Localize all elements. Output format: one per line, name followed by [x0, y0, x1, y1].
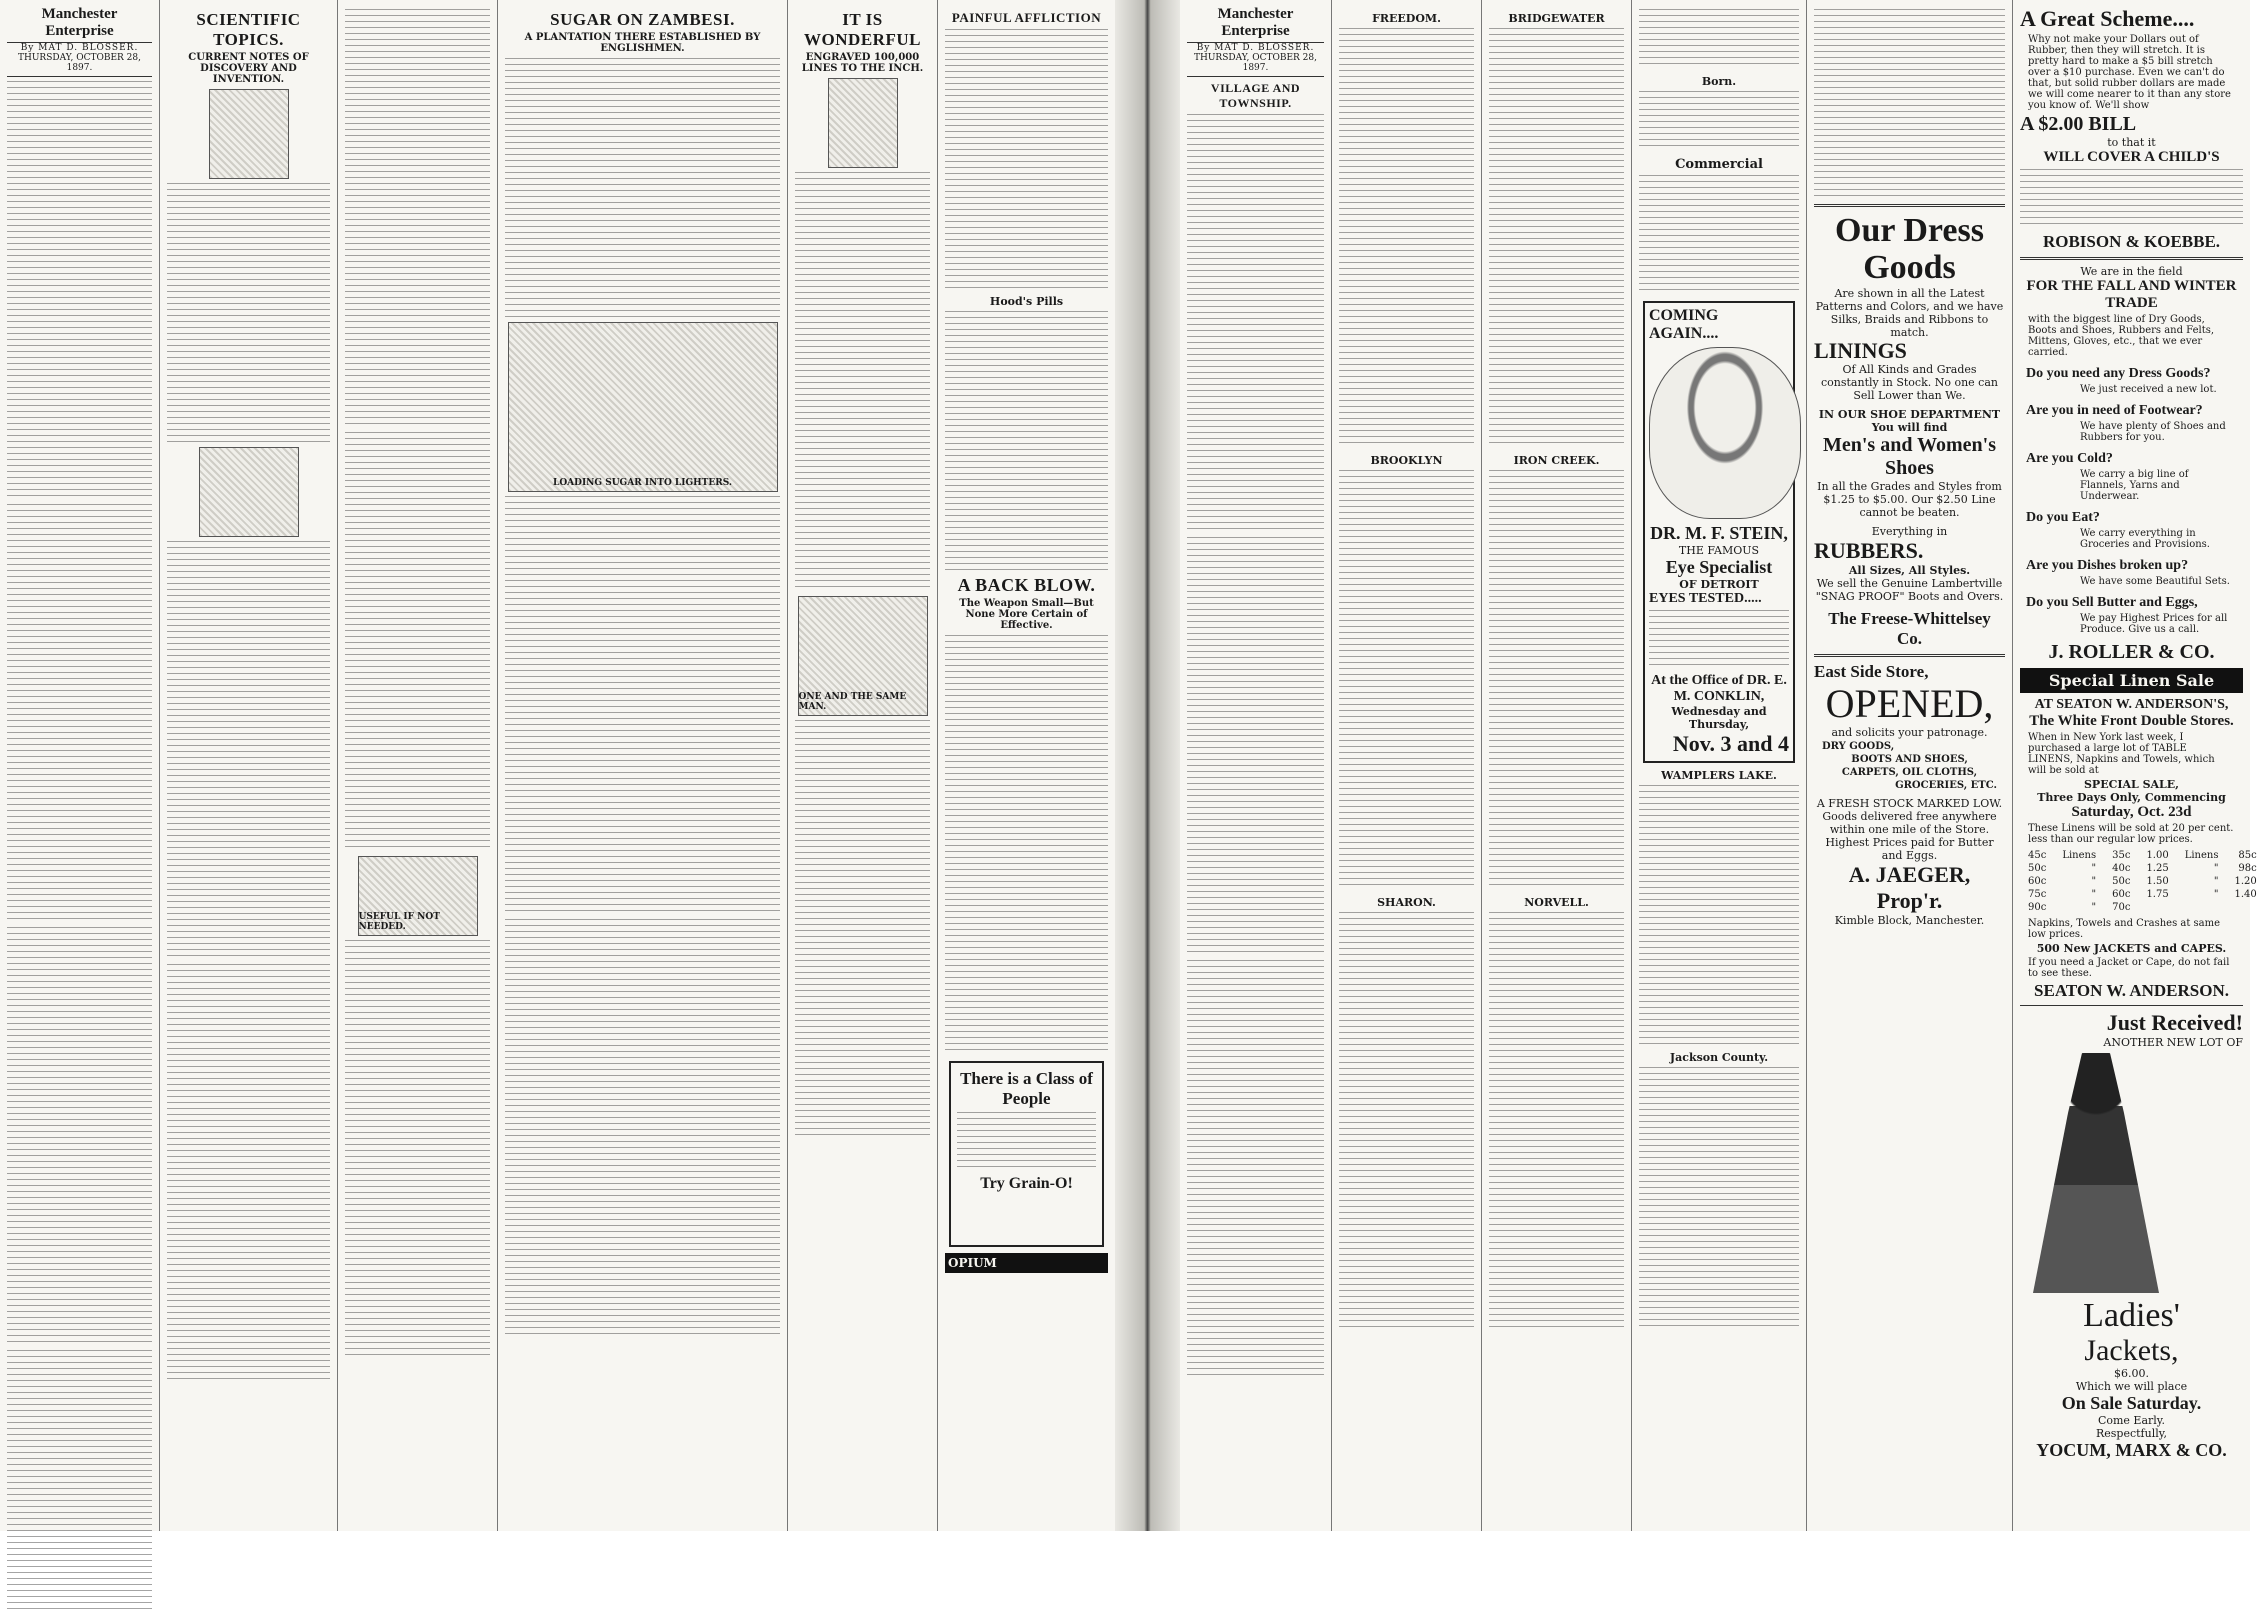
dress-goods-sub: Are shown in all the Latest Patterns and Colors, and we have Silks, Braids and Ribbons to match. [1815, 286, 2004, 339]
price-cell: 85c [2238, 850, 2257, 861]
local-news-text [1489, 470, 1624, 890]
ad-text [1649, 610, 1789, 670]
q-footwear: Are you in need of Footwear? [2026, 403, 2203, 418]
price-cell: 40c [2112, 863, 2131, 874]
snag-proof: We sell the Genuine Lambertville "SNAG PROOF" Boots and Overs. [1815, 576, 2004, 603]
linen-price-table [2020, 849, 2265, 914]
eyes-tested: EYES TESTED..... [1649, 591, 1762, 606]
left-col-4 [498, 0, 788, 1531]
section-bridgewater: BRIDGEWATER [1508, 12, 1605, 25]
local-news-text [1639, 785, 1799, 1045]
another-lot: ANOTHER NEW LOT OF [2103, 1036, 2243, 1049]
price-cell [2138, 901, 2176, 914]
illustration-caption: USEFUL IF NOT NEEDED. [358, 912, 440, 932]
left-col-5 [788, 0, 938, 1531]
doctor-portrait [1649, 347, 1801, 519]
three-days: Three Days Only, Commencing [2037, 791, 2226, 804]
divider [2020, 257, 2243, 260]
price-cell: 50c [2028, 863, 2047, 874]
fall-sub: with the biggest line of Dry Goods, Boots and Shoes, Rubbers and Felts, Mittens, Gloves, etc., that we ever carried. [2028, 314, 2215, 358]
byline: By MAT D. BLOSSER. [1196, 43, 1315, 53]
rubbers-title: RUBBERS. [1814, 537, 1924, 563]
right-col-2 [1332, 0, 1482, 1531]
visit-dates: Nov. 3 and 4 [1672, 731, 1789, 756]
article-text [7, 927, 152, 1347]
fall-winter-trade: FOR THE FALL AND WINTER TRADE [2026, 278, 2237, 311]
on-sale-saturday: On Sale Saturday. [2061, 1393, 2202, 1414]
section-iron-creek: IRON CREEK. [1513, 454, 1600, 467]
local-news-text [1187, 114, 1324, 534]
the-famous: THE FAMOUS [1678, 544, 1760, 557]
local-news-text [1639, 1067, 1799, 1327]
article-text [945, 635, 1108, 1055]
linings-sub: Of All Kinds and Grades constantly in Stock. No one can Sell Lower than We. [1821, 362, 1998, 402]
article-text [167, 541, 330, 961]
price-cell: 35c [2112, 850, 2131, 861]
subhead-sugar: A PLANTATION THERE ESTABLISHED BY ENGLISHMEN. [524, 32, 761, 54]
eye-specialist-ad [1643, 301, 1795, 763]
machine-illustration [199, 447, 299, 537]
special-sale: SPECIAL SALE, [2083, 778, 2180, 791]
local-news-text [1639, 91, 1799, 151]
dry-goods: DRY GOODS, [1822, 740, 1895, 752]
q-butter: Do you Sell Butter and Eggs, [2026, 595, 2198, 610]
price-cell: 90c [2028, 902, 2047, 913]
price-row [2020, 849, 2265, 862]
left-col-6 [938, 0, 1115, 1531]
grain-o-ad [949, 1061, 1104, 1247]
price-cell: " [2213, 863, 2219, 874]
divider [1814, 654, 2005, 657]
scheme-text: Why not make your Dollars out of Rubber, then they will stretch. It is pretty hard to make a $5 bill stretch over a $10 purchase. Even we can't do that, but solid rubber dollars are made we will come nearer to it than any store you know of. We'll show [2028, 34, 2231, 111]
special-linen-sale: Special Linen Sale [2020, 668, 2243, 693]
east-side-store: East Side Store, [1814, 661, 1929, 681]
section-jackson-county: Jackson County. [1669, 1051, 1769, 1064]
typewriter-illustration [209, 89, 289, 179]
headline-scientific: SCIENTIFIC TOPICS. [196, 10, 301, 49]
local-news-text [1339, 470, 1474, 890]
article-text [167, 964, 330, 1384]
a-cold: We carry a big line of Flannels, Yarns and Underwear. [2080, 469, 2189, 502]
shoe-dept: IN OUR SHOE DEPARTMENT You will find [1818, 407, 2001, 434]
q-eat: Do you Eat? [2026, 510, 2100, 525]
q-cold: Are you Cold? [2026, 451, 2113, 466]
jackets-block [2020, 1049, 2243, 1380]
shoes-title: Men's and Women's Shoes [1823, 433, 1996, 479]
masthead: Manchester Enterprise [1187, 6, 1324, 43]
masthead: Manchester Enterprise [7, 6, 152, 43]
price-cell: " [2213, 876, 2219, 887]
price-row [2020, 901, 2265, 914]
section-village: VILLAGE AND TOWNSHIP. [1210, 81, 1301, 110]
page-fold-gutter [1115, 0, 1180, 1531]
price-cell: " [2091, 902, 2097, 913]
left-col-1 [0, 0, 160, 1531]
section-born: Born. [1701, 75, 1737, 88]
respectfully: Respectfully, [2095, 1427, 2167, 1441]
will-cover: WILL COVER A CHILD'S [2043, 149, 2220, 165]
jaeger-prop: A. JAEGER, Prop'r. [1848, 861, 1971, 913]
price-cell: 75c [2028, 889, 2047, 900]
eye-specialist: Eye Specialist [1665, 557, 1773, 577]
q-dress-goods: Do you need any Dress Goods? [2026, 366, 2211, 381]
q-dishes: Are you Dishes broken up? [2026, 558, 2189, 573]
engraving-illustration [828, 78, 898, 168]
carpets: CARPETS, OIL CLOTHS, [1841, 766, 1978, 778]
fresh-stock: A FRESH STOCK MARKED LOW. [1816, 796, 2003, 810]
article-text [345, 432, 490, 852]
linings-title: LININGS [1814, 337, 1907, 363]
section-sharon: SHARON. [1377, 896, 1436, 909]
boots-shoes: BOOTS AND SHOES, [1851, 753, 1968, 765]
j-roller: J. ROLLER & CO. [2048, 641, 2215, 663]
dress-goods-title: Our Dress Goods [1835, 212, 1984, 287]
illustration-caption: ONE AND THE SAME MAN. [798, 692, 907, 712]
local-news-text [1339, 912, 1474, 1332]
opium-ad: OPIUM [945, 1253, 1108, 1273]
price-cell: " [2091, 863, 2097, 874]
sugar-loading-illustration [508, 322, 778, 492]
shoes-sub: In all the Grades and Styles from $1.25 to $5.00. Our $2.50 Line cannot be beaten. [1817, 479, 2002, 519]
grain-o-cta: Try Grain-O! [980, 1175, 1073, 1192]
subhead-wonderful: ENGRAVED 100,000 LINES TO THE INCH. [801, 52, 924, 74]
subhead-back-blow: The Weapon Small—But None More Certain of Effective. [959, 598, 1094, 631]
left-newspaper-page [0, 0, 1115, 1531]
a-butter: We pay Highest Prices for all Produce. Give us a call. [2080, 613, 2228, 635]
come-early: Come Early. [2097, 1414, 2166, 1428]
price-row [2020, 862, 2265, 875]
section-freedom: FREEDOM. [1372, 12, 1441, 25]
seaton-anderson: SEATON W. ANDERSON. [2034, 981, 2229, 1000]
price-cell: 1.25 [2146, 863, 2169, 874]
jackets-title: Jackets, [2084, 1334, 2179, 1368]
great-scheme: A Great Scheme.... [2020, 6, 2195, 31]
left-col-2 [160, 0, 338, 1531]
article-text [505, 496, 780, 916]
price-cell: " [2091, 889, 2097, 900]
linens-note: These Linens will be sold at 20 per cent. less than our regular low prices. [2028, 823, 2234, 845]
illustration-caption: LOADING SUGAR INTO LIGHTERS. [552, 478, 733, 488]
section-wamplers-lake: WAMPLERS LAKE. [1661, 769, 1777, 782]
visit-days: Wednesday and Thursday, [1671, 705, 1767, 731]
a-dishes: We have some Beautiful Sets. [2080, 576, 2230, 587]
local-news-text [1489, 28, 1624, 448]
article-text [7, 1350, 152, 1610]
local-news-text [1187, 960, 1324, 1380]
article-text [505, 58, 780, 318]
price-cell [2177, 901, 2227, 914]
right-col-4 [1632, 0, 1807, 1531]
price-cell: 50c [2112, 876, 2131, 887]
price-cell: 1.40 [2234, 889, 2257, 900]
price-cell [2226, 901, 2264, 914]
right-col-1 [1180, 0, 1332, 1531]
goods-delivered: Goods delivered free anywhere within one mile of the Store. [1822, 809, 1997, 836]
price-cell: " [2213, 889, 2219, 900]
article-text [345, 9, 490, 429]
robison-koebbe: ROBISON & KOEBBE. [2042, 232, 2221, 251]
article-text [7, 81, 152, 501]
section-commercial: Commercial [1675, 157, 1763, 172]
article-text [167, 183, 330, 443]
napkins-note: Napkins, Towels and Crashes at same low prices. [2028, 918, 2221, 940]
just-received: Just Received! [2106, 1010, 2243, 1035]
white-front: The White Front Double Stores. [2029, 713, 2234, 729]
local-news-text [1187, 537, 1324, 957]
to-that: to that it [2107, 136, 2156, 149]
office-of-conklin: At the Office of DR. E. M. CONKLIN, [1651, 673, 1787, 704]
article-text [795, 172, 930, 592]
doctor-name: DR. M. F. STEIN, [1650, 523, 1788, 543]
price-row [2020, 875, 2265, 888]
headline-affliction: PAINFUL AFFLICTION [951, 10, 1102, 25]
article-text [945, 311, 1108, 571]
local-news-text [1814, 9, 2005, 199]
dateline: THURSDAY, OCTOBER 28, 1897. [7, 53, 152, 77]
saturday-oct: Saturday, Oct. 23d [2071, 804, 2192, 820]
headline-sugar: SUGAR ON ZAMBESI. [550, 10, 735, 29]
price-cell: 70c [2112, 902, 2131, 913]
right-col-6 [2013, 0, 2257, 1531]
a-eat: We carry everything in Groceries and Provisions. [2080, 528, 2210, 550]
at-seaton: AT SEATON W. ANDERSON'S, [2034, 697, 2229, 712]
headline-back-blow: A BACK BLOW. [957, 575, 1096, 595]
ad-text [957, 1112, 1096, 1172]
price-cell: 45c [2028, 850, 2047, 861]
price-cell: 1.20 [2234, 876, 2257, 887]
grain-o-title: There is a Class of People [960, 1069, 1093, 1108]
price-tag: $6.00. [2114, 1367, 2149, 1381]
jackets-500: 500 New JACKETS and CAPES. [2036, 942, 2227, 955]
article-text [795, 720, 930, 1140]
price-cell: 60c [2028, 876, 2047, 887]
local-news-text [1339, 28, 1474, 448]
article-text [345, 940, 490, 1360]
local-news-text [1639, 9, 1799, 69]
kimble-block: Kimble Block, Manchester. [1834, 913, 1985, 927]
divider [1814, 204, 2005, 207]
all-sizes: All Sizes, All Styles. [1848, 563, 1971, 577]
price-row [2020, 888, 2265, 901]
which-we-place: Which we will place [2075, 1380, 2188, 1394]
yocum-marx: YOCUM, MARX & CO. [2036, 1440, 2227, 1461]
price-cell: Linens [2184, 850, 2219, 861]
a-footwear: We have plenty of Shoes and Rubbers for you. [2080, 421, 2226, 443]
dateline: THURSDAY, OCTOBER 28, 1897. [1187, 53, 1324, 77]
section-brooklyn: BROOKLYN [1370, 454, 1443, 467]
left-col-3 [338, 0, 498, 1531]
two-men-illustration [798, 596, 928, 716]
in-the-field: We are in the field [2080, 265, 2183, 278]
article-text [7, 504, 152, 924]
a-dress-goods: We just received a new lot. [2080, 384, 2217, 395]
right-col-5 [1807, 0, 2013, 1531]
price-cell: " [2091, 876, 2097, 887]
article-text [945, 29, 1108, 289]
section-norvell: NORVELL. [1524, 896, 1589, 909]
streetcar-illustration [358, 856, 478, 936]
price-cell: 98c [2238, 863, 2257, 874]
price-cell: 1.75 [2146, 889, 2169, 900]
market-prices-text [1639, 175, 1799, 295]
price-cell: 60c [2112, 889, 2131, 900]
price-cell: 1.00 [2146, 850, 2169, 861]
freese-whittelsey: The Freese-Whittelsey Co. [1828, 608, 1991, 648]
byline: By MAT D. BLOSSER. [20, 43, 139, 53]
opened-title: OPENED, [1825, 680, 1994, 726]
highest-prices: Highest Prices paid for Butter and Eggs. [1825, 835, 1994, 862]
ladies-title: Ladies' [2083, 1297, 2180, 1334]
price-cell: 1.50 [2146, 876, 2169, 887]
hoods-pills-ad: Hood's Pills [989, 295, 1064, 308]
two-dollar-bill: A $2.00 BILL [2020, 113, 2137, 135]
headline-wonderful: IT IS WONDERFUL [804, 10, 921, 49]
price-cell: Linens [2062, 850, 2097, 861]
everything-in: Everything in [1871, 524, 1948, 538]
opened-sub: and solicits your patronage. [1831, 725, 1988, 739]
ny-text: When in New York last week, I purchased a large lot of TABLE LINENS, Napkins and Towels, which will be sold at [2028, 732, 2215, 776]
local-news-text [1489, 912, 1624, 1332]
ad-text [2020, 169, 2243, 229]
subhead-scientific: CURRENT NOTES OF DISCOVERY AND INVENTION. [188, 52, 309, 85]
groceries: GROCERIES, ETC. [1895, 779, 1997, 791]
of-detroit: OF DETROIT [1679, 578, 1759, 591]
jackets-500-sub: If you need a Jacket or Cape, do not fail to see these. [2028, 957, 2230, 979]
divider [2020, 1005, 2243, 1006]
article-text [505, 919, 780, 1339]
coming-again: COMING AGAIN.... [1649, 307, 1719, 342]
right-col-3 [1482, 0, 1632, 1531]
right-newspaper-page [1180, 0, 2257, 1531]
